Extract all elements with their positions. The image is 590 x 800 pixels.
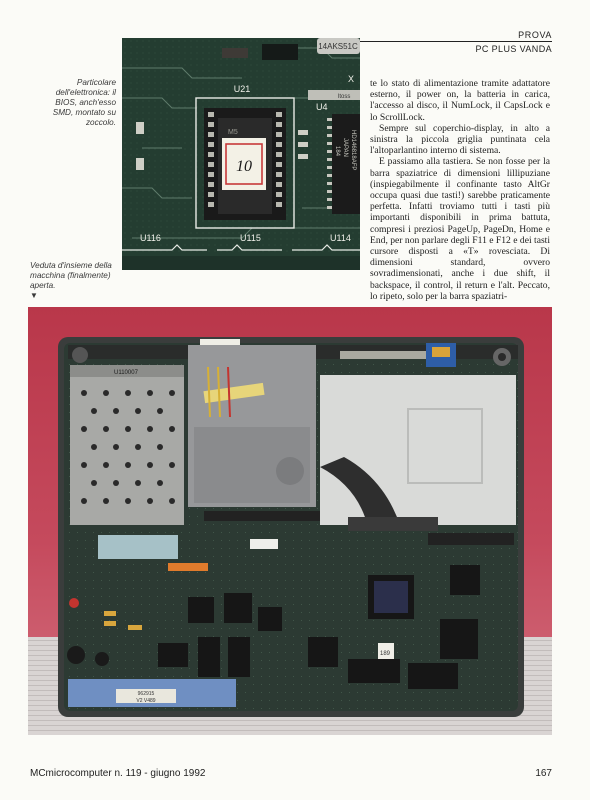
bios-sticker-text: 10 bbox=[236, 158, 252, 175]
page-number: 167 bbox=[535, 768, 552, 779]
section-kicker: PROVA bbox=[332, 30, 552, 42]
chip-sticker: 189 bbox=[380, 651, 391, 657]
open-machine-photo bbox=[28, 307, 552, 735]
rtc-chip-line2: HD146818AFP bbox=[350, 130, 356, 171]
machine-caption-text: Veduta d'insieme della macchina (finalmente) aperta. bbox=[30, 261, 112, 290]
article-body bbox=[370, 78, 550, 302]
paragraph-2: Sempre sul coperchio-display, in alto a sinistra la piccola griglia puntinata cela l'altoparlantino interno di sistema. bbox=[370, 122, 550, 157]
x-label: X bbox=[348, 74, 355, 84]
bios-caption: Particolare dell'elettronica: il BIOS, anch'esso SMD, montato su zoccolo. bbox=[52, 78, 116, 127]
rtc-chip-line1: JAPAN bbox=[342, 138, 348, 157]
article-title: PC PLUS VANDA bbox=[475, 44, 552, 54]
top-right-mark: ltoss bbox=[338, 94, 351, 100]
section-header bbox=[332, 30, 552, 54]
machine-caption bbox=[30, 261, 116, 301]
u116-label: U116 bbox=[140, 233, 161, 243]
paragraph-3: E passiamo alla tastiera. Se non fosse per la barra spaziatrice di dimensioni lillipuziane (inspiegabilmente il confinante tasto AltGr occupa quasi due tasti!) sarebbe praticamente perfetta. Infatti troviamo tutti i tasti più importanti disponibili in prima battuta, compresi i preziosi PageUp, PageDn, Home e End, per non parlare degli F11 e F12 e dei tasti cursore disposti a «T» rovesciata. Di dimensioni standard, ovvero sovradimensionati, anche i due shift, il backspace, il control, il return e l'alt. Peccato, lo ripeto, solo per la barra spaziatri- bbox=[370, 156, 551, 302]
bios-closeup-photo bbox=[122, 38, 360, 270]
crystal-label: 14AKS51C bbox=[318, 42, 358, 51]
u115-label: U115 bbox=[240, 233, 261, 243]
magazine-issue: MCmicrocomputer n. 119 - giugno 1992 bbox=[30, 768, 206, 779]
board-code: U110007 bbox=[114, 370, 138, 376]
u21-label: U21 bbox=[233, 84, 251, 94]
battery-label1: 962915 bbox=[137, 691, 155, 697]
u4-label: U4 bbox=[316, 102, 328, 112]
u114-label: U114 bbox=[330, 233, 351, 243]
paragraph-1: te lo stato di alimentazione tramite adattatore esterno, il power on, la batteria in carica, l'accesso al disco, il NumLock, il CapsLock e lo ScrollLock. bbox=[370, 78, 550, 123]
caption-arrow-icon: ▼ bbox=[30, 291, 38, 300]
battery-label2: V2 V489 bbox=[136, 698, 156, 704]
rtc-chip-line3: 184 bbox=[334, 146, 340, 157]
bios-mark: M5 bbox=[228, 129, 238, 136]
